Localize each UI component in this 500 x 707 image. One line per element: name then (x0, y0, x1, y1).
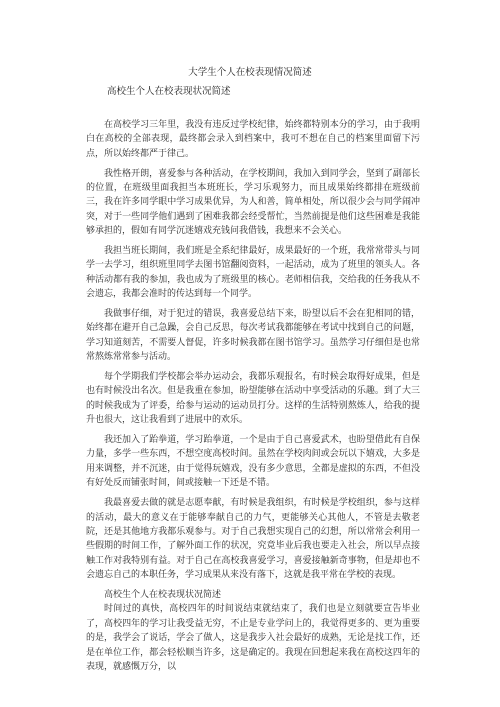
body-paragraph: 在高校学习三年里，我没有违反过学校纪律，始终都特别本分的学习，由于我明白在高校的全部表现，最终都会录入到档案中，我可不想在自己的档案里面留下污点，所以始终都严于律己。 (86, 120, 420, 159)
body-paragraph: 我还加入了跆拳道，学习跆拳道，一个是由于自己喜爱武术，也盼望借此有自保力量，多学一些东西，不想空度高校时间。虽然在学校肉间或会玩以下嬉戏，大多是用来调整，并不沉迷，由于觉得玩嬉戏，没有多少意思，全都是虚拟的东西，不但没有好处反而铺张时间，间或接触一下还是不错。 (86, 435, 420, 489)
section-heading: 高校生个人在校表现状况简述 (104, 589, 222, 600)
document-body (86, 118, 420, 680)
body-paragraph: 我担当班长期间，我们班是全系纪律最好，成果最好的一个班，我常常带头与同学一去学习，组织班里同学去图书馆翻阅资料，一起活动，成为了班里的领头人。各种活动都有我的参加，我也成为了班级里的核心。老师相信我，交给我的任务我从不会遗忘，我都会准时的传达到每一个同学。 (86, 246, 420, 300)
body-paragraph: 我性格开朗，喜爱参与各种活动，在学校期间，我加入到同学会，坚到了副部长的位置，在班级里面我担当本班班长，学习乐观努力，而且成果始终都排在班级前三，我在许多同学眼中学习成果优异，为人和善，简单相处，所以很少会与同学闹冲突，对于一些同学他们遇到了困难我都会经受帮忙，当然前提是他们这些困难是我能够承担的，假如有同学沉迷嬉戏充钱问我借钱，我想来不会关心。 (86, 168, 420, 237)
document-subtitle: 高校生个人在校表现状况简述 (107, 86, 231, 97)
document-title: 大学生个人在校表现情况简述 (188, 67, 312, 78)
body-paragraph: 我最喜爱去做的就是志愿奉献，有时候是我组织，有时候是学校组织，参与这样的活动，最大的意义在于能够奉献自己的力气，更能够关心其他人，不管是去敬老院，还是其他地方我都乐观参与。对于自己我想实现自己的幻想，所以常常会利用一些假期的时间工作，了解外面工作的状况，究竟毕业后我也要走入社会，所以早点接触工作对我特别有益。对于自己在高校我喜爱学习，喜爱接触新奇事物，但是却也不会遗忘自己的本职任务，学习成果从来没有落下，这就是我平常在学校的表现。 (86, 498, 420, 581)
body-paragraph: 每个学期我们学校都会举办运动会，我都乐观报名，有时候会取得好成果，但是也有时候没出名次。但是我重在参加，盼望能够在活动中享受活动的乐趣。到了大三的时候我成为了评委，给参与运动的运动员打分。这样的生活特别熬炼人，给我的提升也很大，这让我看到了进展中的欢乐。 (86, 372, 420, 426)
body-paragraph: 时间过的真快，高校四年的时间说结束就结束了，我们也是立刻就要宣告毕业了，高校四年的学习让我受益无穷，不止是专业学问上的，我觉得更多的、更为重要的是，我学会了说话，学会了做人，这是我步入社会最好的成熟，无论是找工作，还是在单位工作，都会轻松顺当许多，这是确定的。我现在回想起来我在高校这四年的表现，就感慨万分，以 (86, 604, 420, 672)
body-paragraph: 我做事仔细，对于犯过的错误，我喜爱总结下来，盼望以后不会在犯相同的错，始终都在避开自己急躁，会自己反思，每次考试我都能够在考试中找到自己的问题，学习知道刻苦，不需要人督促，许多时候我都在图书馆学习。虽然学习仔细但是也常常熬炼常常参与活动。 (86, 309, 420, 363)
